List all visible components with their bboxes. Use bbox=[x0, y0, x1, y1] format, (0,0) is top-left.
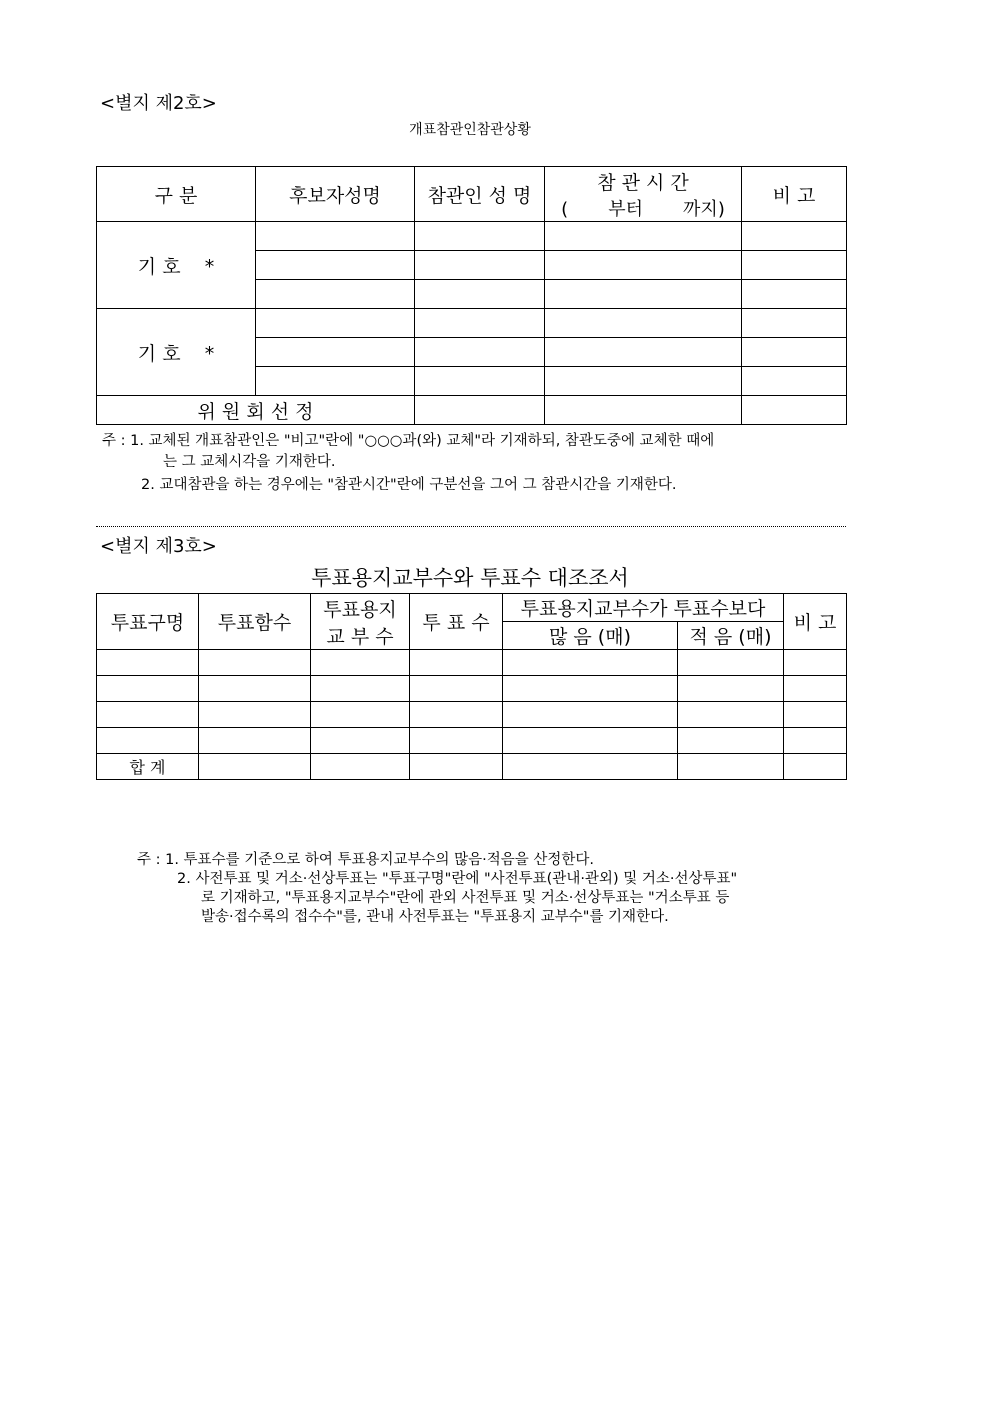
cell[interactable] bbox=[311, 650, 410, 676]
header-issued-line2: 교 부 수 bbox=[326, 625, 394, 648]
cell[interactable] bbox=[545, 222, 742, 251]
cell[interactable] bbox=[545, 396, 742, 425]
form2-title: 개표참관인참관상황 bbox=[409, 122, 531, 138]
form2-note-1: 주 : 1. 교체된 개표참관인은 "비고"란에 "○○○과(와) 교체"라 기재하되, 참관도중에 교체한 때에 bbox=[102, 433, 715, 449]
cell[interactable] bbox=[545, 338, 742, 367]
ballot-table bbox=[96, 593, 847, 780]
committee-row-label: 위 원 회 선 정 bbox=[97, 396, 415, 425]
divider bbox=[96, 526, 846, 527]
cell[interactable] bbox=[410, 754, 503, 780]
form2-note-1-cont: 는 그 교체시각을 기재한다. bbox=[163, 454, 336, 470]
cell[interactable] bbox=[311, 754, 410, 780]
cell[interactable] bbox=[784, 728, 847, 754]
cell[interactable] bbox=[784, 676, 847, 702]
header-candidate: 후보자성명 bbox=[256, 167, 415, 222]
total-label: 합 계 bbox=[97, 754, 199, 780]
cell[interactable] bbox=[415, 280, 545, 309]
cell[interactable] bbox=[97, 728, 199, 754]
cell[interactable] bbox=[784, 754, 847, 780]
cell[interactable] bbox=[742, 280, 847, 309]
cell[interactable] bbox=[97, 676, 199, 702]
cell[interactable] bbox=[410, 728, 503, 754]
cell[interactable] bbox=[199, 728, 311, 754]
header-observer: 참관인 성 명 bbox=[415, 167, 545, 222]
group-label: 기 호 * bbox=[97, 222, 256, 309]
cell[interactable] bbox=[503, 728, 678, 754]
cell[interactable] bbox=[256, 251, 415, 280]
form3-note-2: 2. 사전투표 및 거소·선상투표는 "투표구명"란에 "사전투표(관내·관외) 및 거소·선상투표" bbox=[177, 871, 738, 887]
cell[interactable] bbox=[256, 367, 415, 396]
header-issued-line1: 투표용지 bbox=[323, 598, 397, 621]
form3-note-1: 주 : 1. 투표수를 기준으로 하여 투표용지교부수의 많음·적음을 산정한다. bbox=[137, 852, 595, 868]
cell[interactable] bbox=[742, 222, 847, 251]
cell[interactable] bbox=[678, 676, 784, 702]
cell[interactable] bbox=[742, 367, 847, 396]
header-more: 많 음 (매) bbox=[503, 622, 678, 650]
cell[interactable] bbox=[199, 676, 311, 702]
cell[interactable] bbox=[545, 251, 742, 280]
cell[interactable] bbox=[415, 396, 545, 425]
header-time-line1: 참 관 시 간 bbox=[597, 171, 689, 194]
cell[interactable] bbox=[784, 650, 847, 676]
form3-label: <별지 제3호> bbox=[100, 536, 217, 557]
cell[interactable] bbox=[311, 676, 410, 702]
cell[interactable] bbox=[545, 309, 742, 338]
cell[interactable] bbox=[742, 309, 847, 338]
header-remarks: 비 고 bbox=[784, 594, 847, 650]
header-votes: 투 표 수 bbox=[410, 594, 503, 650]
cell[interactable] bbox=[311, 702, 410, 728]
header-district: 투표구명 bbox=[97, 594, 199, 650]
header-issued bbox=[311, 594, 410, 650]
form3-note-2-cont: 로 기재하고, "투표용지교부수"란에 관외 사전투표 및 거소·선상투표는 "거소투표 등 bbox=[201, 890, 730, 906]
cell[interactable] bbox=[256, 309, 415, 338]
header-less: 적 음 (매) bbox=[678, 622, 784, 650]
form3-title: 투표용지교부수와 투표수 대조조서 bbox=[311, 566, 629, 590]
header-time-line2: ( 부터 까지) bbox=[561, 198, 725, 220]
cell[interactable] bbox=[503, 650, 678, 676]
cell[interactable] bbox=[311, 728, 410, 754]
cell[interactable] bbox=[256, 338, 415, 367]
cell[interactable] bbox=[97, 650, 199, 676]
cell[interactable] bbox=[199, 754, 311, 780]
cell[interactable] bbox=[503, 754, 678, 780]
cell[interactable] bbox=[410, 676, 503, 702]
cell[interactable] bbox=[503, 676, 678, 702]
cell[interactable] bbox=[415, 338, 545, 367]
header-compare: 투표용지교부수가 투표수보다 bbox=[503, 594, 784, 622]
cell[interactable] bbox=[678, 754, 784, 780]
header-remarks: 비 고 bbox=[742, 167, 847, 222]
cell[interactable] bbox=[410, 702, 503, 728]
cell[interactable] bbox=[545, 280, 742, 309]
form3-note-2-cont2: 발송·접수록의 접수수"를, 관내 사전투표는 "투표용지 교부수"를 기재한다. bbox=[201, 909, 669, 925]
cell[interactable] bbox=[678, 728, 784, 754]
cell[interactable] bbox=[742, 338, 847, 367]
cell[interactable] bbox=[678, 650, 784, 676]
observer-table bbox=[96, 166, 847, 425]
cell[interactable] bbox=[415, 367, 545, 396]
header-category: 구 분 bbox=[97, 167, 256, 222]
form2-note-2: 2. 교대참관을 하는 경우에는 "참관시간"란에 구분선을 그어 그 참관시간을 기재한다. bbox=[141, 477, 677, 493]
cell[interactable] bbox=[415, 309, 545, 338]
form2-label: <별지 제2호> bbox=[100, 93, 217, 114]
cell[interactable] bbox=[256, 222, 415, 251]
cell[interactable] bbox=[784, 702, 847, 728]
group-label: 기 호 * bbox=[97, 309, 256, 396]
cell[interactable] bbox=[678, 702, 784, 728]
cell[interactable] bbox=[256, 280, 415, 309]
cell[interactable] bbox=[415, 251, 545, 280]
cell[interactable] bbox=[545, 367, 742, 396]
cell[interactable] bbox=[199, 702, 311, 728]
header-boxes: 투표함수 bbox=[199, 594, 311, 650]
cell[interactable] bbox=[410, 650, 503, 676]
cell[interactable] bbox=[97, 702, 199, 728]
cell[interactable] bbox=[503, 702, 678, 728]
header-time bbox=[545, 167, 742, 222]
cell[interactable] bbox=[742, 251, 847, 280]
cell[interactable] bbox=[742, 396, 847, 425]
cell[interactable] bbox=[199, 650, 311, 676]
cell[interactable] bbox=[415, 222, 545, 251]
